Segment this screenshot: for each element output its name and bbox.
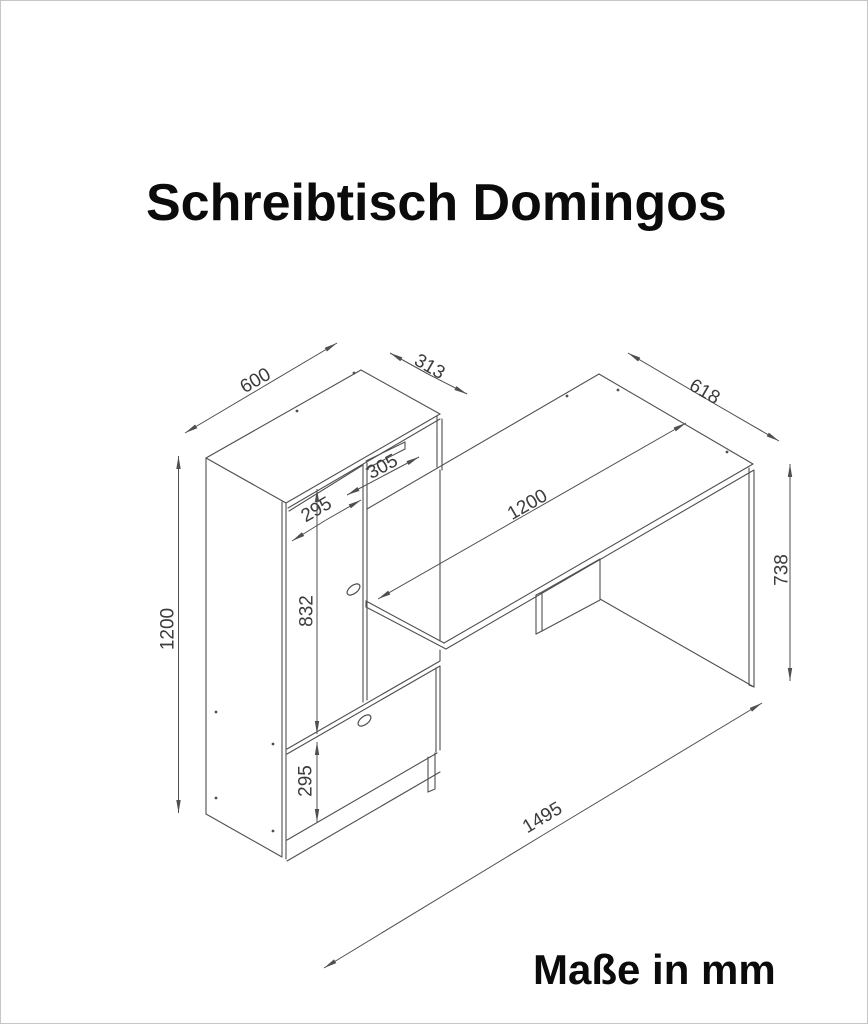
dim-label-desk-height: 738 bbox=[771, 554, 793, 586]
door-handle-cutout bbox=[345, 582, 362, 598]
desktop-outline bbox=[363, 374, 754, 649]
desk-side-panel-outline bbox=[600, 468, 754, 687]
dim-label-middle-section-height: 832 bbox=[296, 595, 318, 627]
dim-label-drawer-section-height: 295 bbox=[295, 765, 317, 797]
fitting-dots bbox=[215, 372, 729, 833]
back-rail-outline bbox=[536, 559, 600, 634]
dim-label-desktop-width: 1200 bbox=[504, 485, 552, 525]
drawer-handle-cutout bbox=[356, 713, 373, 729]
dim-label-cabinet-depth: 600 bbox=[236, 363, 275, 399]
dimension-desktop-width bbox=[378, 423, 686, 599]
dimension-cabinet-width bbox=[390, 350, 467, 394]
dimension-desk-depth bbox=[628, 353, 779, 441]
dim-label-niche-depth: 295 bbox=[297, 492, 336, 528]
dimension-cabinet-height bbox=[158, 456, 179, 813]
image-border bbox=[1, 1, 868, 1024]
units-note: Maße in mm bbox=[533, 946, 776, 993]
dim-label-niche-width: 305 bbox=[363, 450, 402, 484]
dimension-desk-height bbox=[772, 464, 793, 681]
dimension-niche-width bbox=[347, 450, 419, 495]
dim-label-overall-width: 1495 bbox=[519, 798, 567, 838]
dimension-overall-width bbox=[324, 703, 762, 968]
drawing-title: Schreibtisch Domingos bbox=[146, 174, 727, 232]
dim-label-desk-depth: 618 bbox=[685, 374, 724, 410]
dimension-cabinet-depth bbox=[185, 343, 337, 433]
dimension-drawer-section-height bbox=[296, 742, 317, 822]
dim-label-cabinet-width: 313 bbox=[410, 349, 449, 385]
dim-label-cabinet-height: 1200 bbox=[157, 607, 179, 651]
